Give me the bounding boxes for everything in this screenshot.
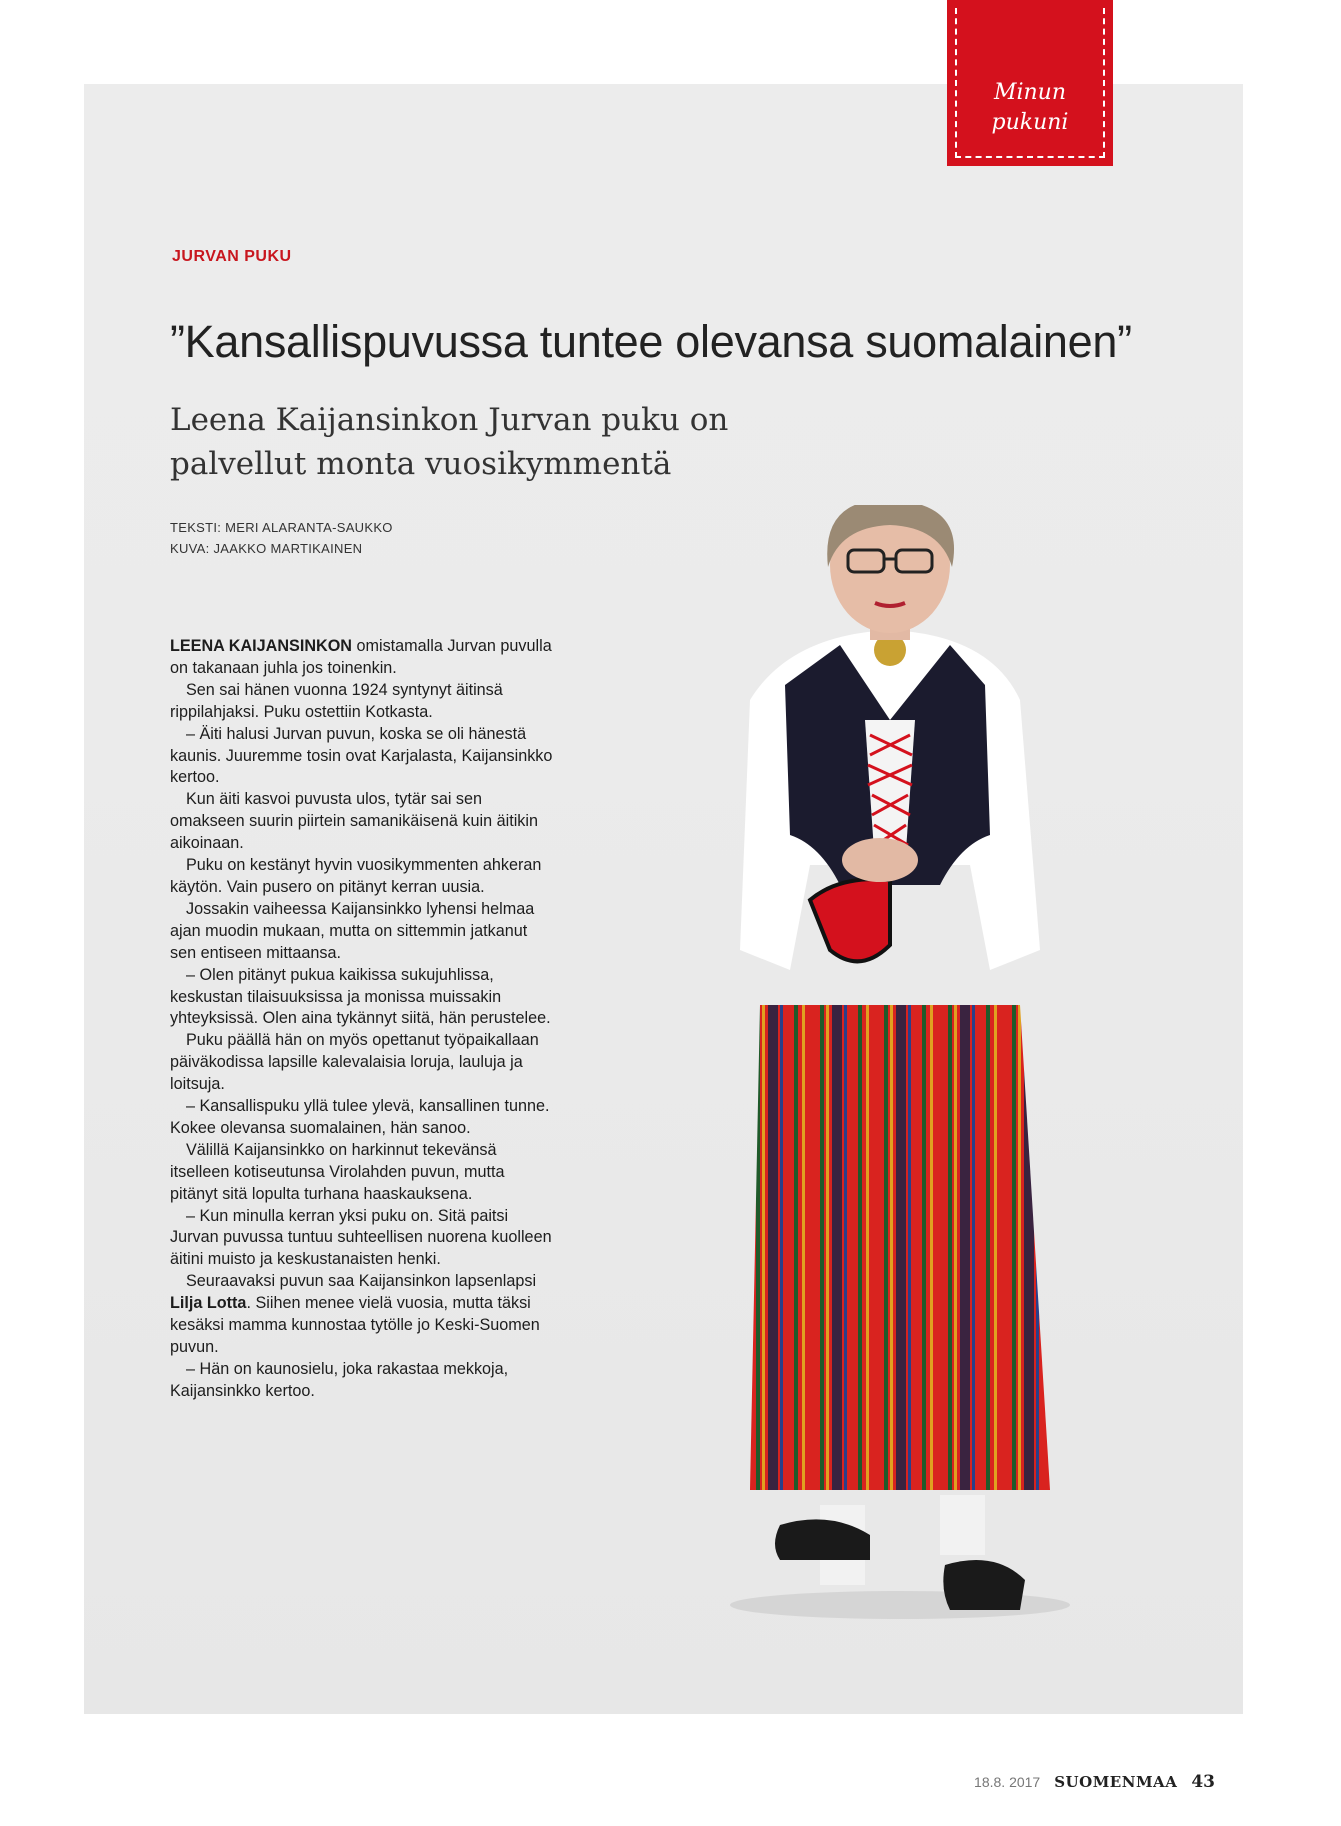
paragraph: Kun äiti kasvoi puvusta ulos, tytär sai sen omakseen suurin piirtein samanikäisenä kuin äitikin aikoinaan. [170,790,539,853]
subheadline [170,398,810,486]
shoe-right [943,1560,1025,1610]
grandchild-name: Lilja Lotta [170,1294,247,1313]
paragraph: – Kun minulla kerran yksi puku on. Sitä paitsi Jurvan puvussa tuntuu suhteellisen nuorena kuolleen äitini muisto ja keskustanaisten henki. [170,1206,552,1269]
section-tag-line1: Minun [993,80,1067,105]
paragraph: – Hän on kaunosielu, joka rakastaa mekkoja, Kaijansinkko kertoo. [170,1359,509,1400]
kicker: JURVAN PUKU [172,248,292,265]
article-body [170,636,555,1403]
paragraph: Puku on kestänyt hyvin vuosikymmenten ahkeran käytön. Vain pusero on pitänyt kerran uusia. [170,856,542,896]
paragraph: LEENA KAIJANSINKON omistamalla Jurvan puvulla on takanaan juhla jos toinenkin. [170,637,552,677]
section-tag [947,0,1113,166]
subhead-line1: Leena Kaijansinkon Jurvan puku on [170,402,729,438]
section-tag-line2: pukuni [991,110,1069,135]
page-number: 43 [1191,1772,1215,1792]
striped-skirt [750,1005,1050,1490]
headline: ”Kansallispuvussa tuntee olevansa suomalainen” [170,316,1132,367]
leg-right [940,1495,985,1555]
subhead-line2: palvellut monta vuosikymmentä [170,446,672,482]
paragraph: Jossakin vaiheessa Kaijansinkko lyhensi helmaa ajan muodin mukaan, mutta on sittemmin jatkanut sen entiseen mittaansa. [170,899,535,962]
paragraph: – Äiti halusi Jurvan puvun, koska se oli hänestä kaunis. Juuremme tosin ovat Karjalasta, Kaijansinkko kertoo. [170,724,553,787]
text-credit: TEKSTI: MERI ALARANTA-SAUKKO [170,520,393,535]
paragraph: Puku päällä hän on myös opettanut työpaikallaan päiväkodissa lapsille kalevalaisia loruja, lauluja ja loitsuja. [170,1031,539,1094]
paragraph: Välillä Kaijansinkko on harkinnut tekevänsä itselleen kotiseutunsa Virolahden puvun, mutta pitänyt sitä lopulta turhana haaskauksena. [170,1140,505,1203]
portrait-photo [690,505,1090,1625]
pocket-pouch [810,879,890,961]
paragraph: Seuraavaksi puvun saa Kaijansinkon lapsenlapsi Lilja Lotta. Siihen menee vielä vuosia, mutta täksi kesäksi mamma kunnostaa tytölle jo Keski-Suomen puvun. [170,1272,540,1356]
page-footer [974,1772,1215,1792]
credits [170,517,393,559]
hands [842,838,918,882]
section-tag-border [955,8,1105,158]
photo-credit: KUVA: JAAKKO MARTIKAINEN [170,541,363,556]
issue-date: 18.8. 2017 [974,1774,1041,1790]
paragraph: Sen sai hänen vuonna 1924 syntynyt äitinsä rippilahjaksi. Puku ostettiin Kotkasta. [170,680,503,721]
magazine-name: SUOMENMAA [1054,1773,1178,1791]
section-tag-text [992,78,1069,138]
paragraph: – Olen pitänyt pukua kaikissa sukujuhlissa, keskustan tilaisuuksissa ja monissa muissakin yhteyksissä. Olen aina tykännyt siitä, hän perustelee. [170,965,551,1028]
lead-name: LEENA KAIJANSINKON [170,637,352,655]
paragraph: – Kansallispuku yllä tulee ylevä, kansallinen tunne. Kokee olevansa suomalainen, hän sanoo. [170,1097,550,1137]
